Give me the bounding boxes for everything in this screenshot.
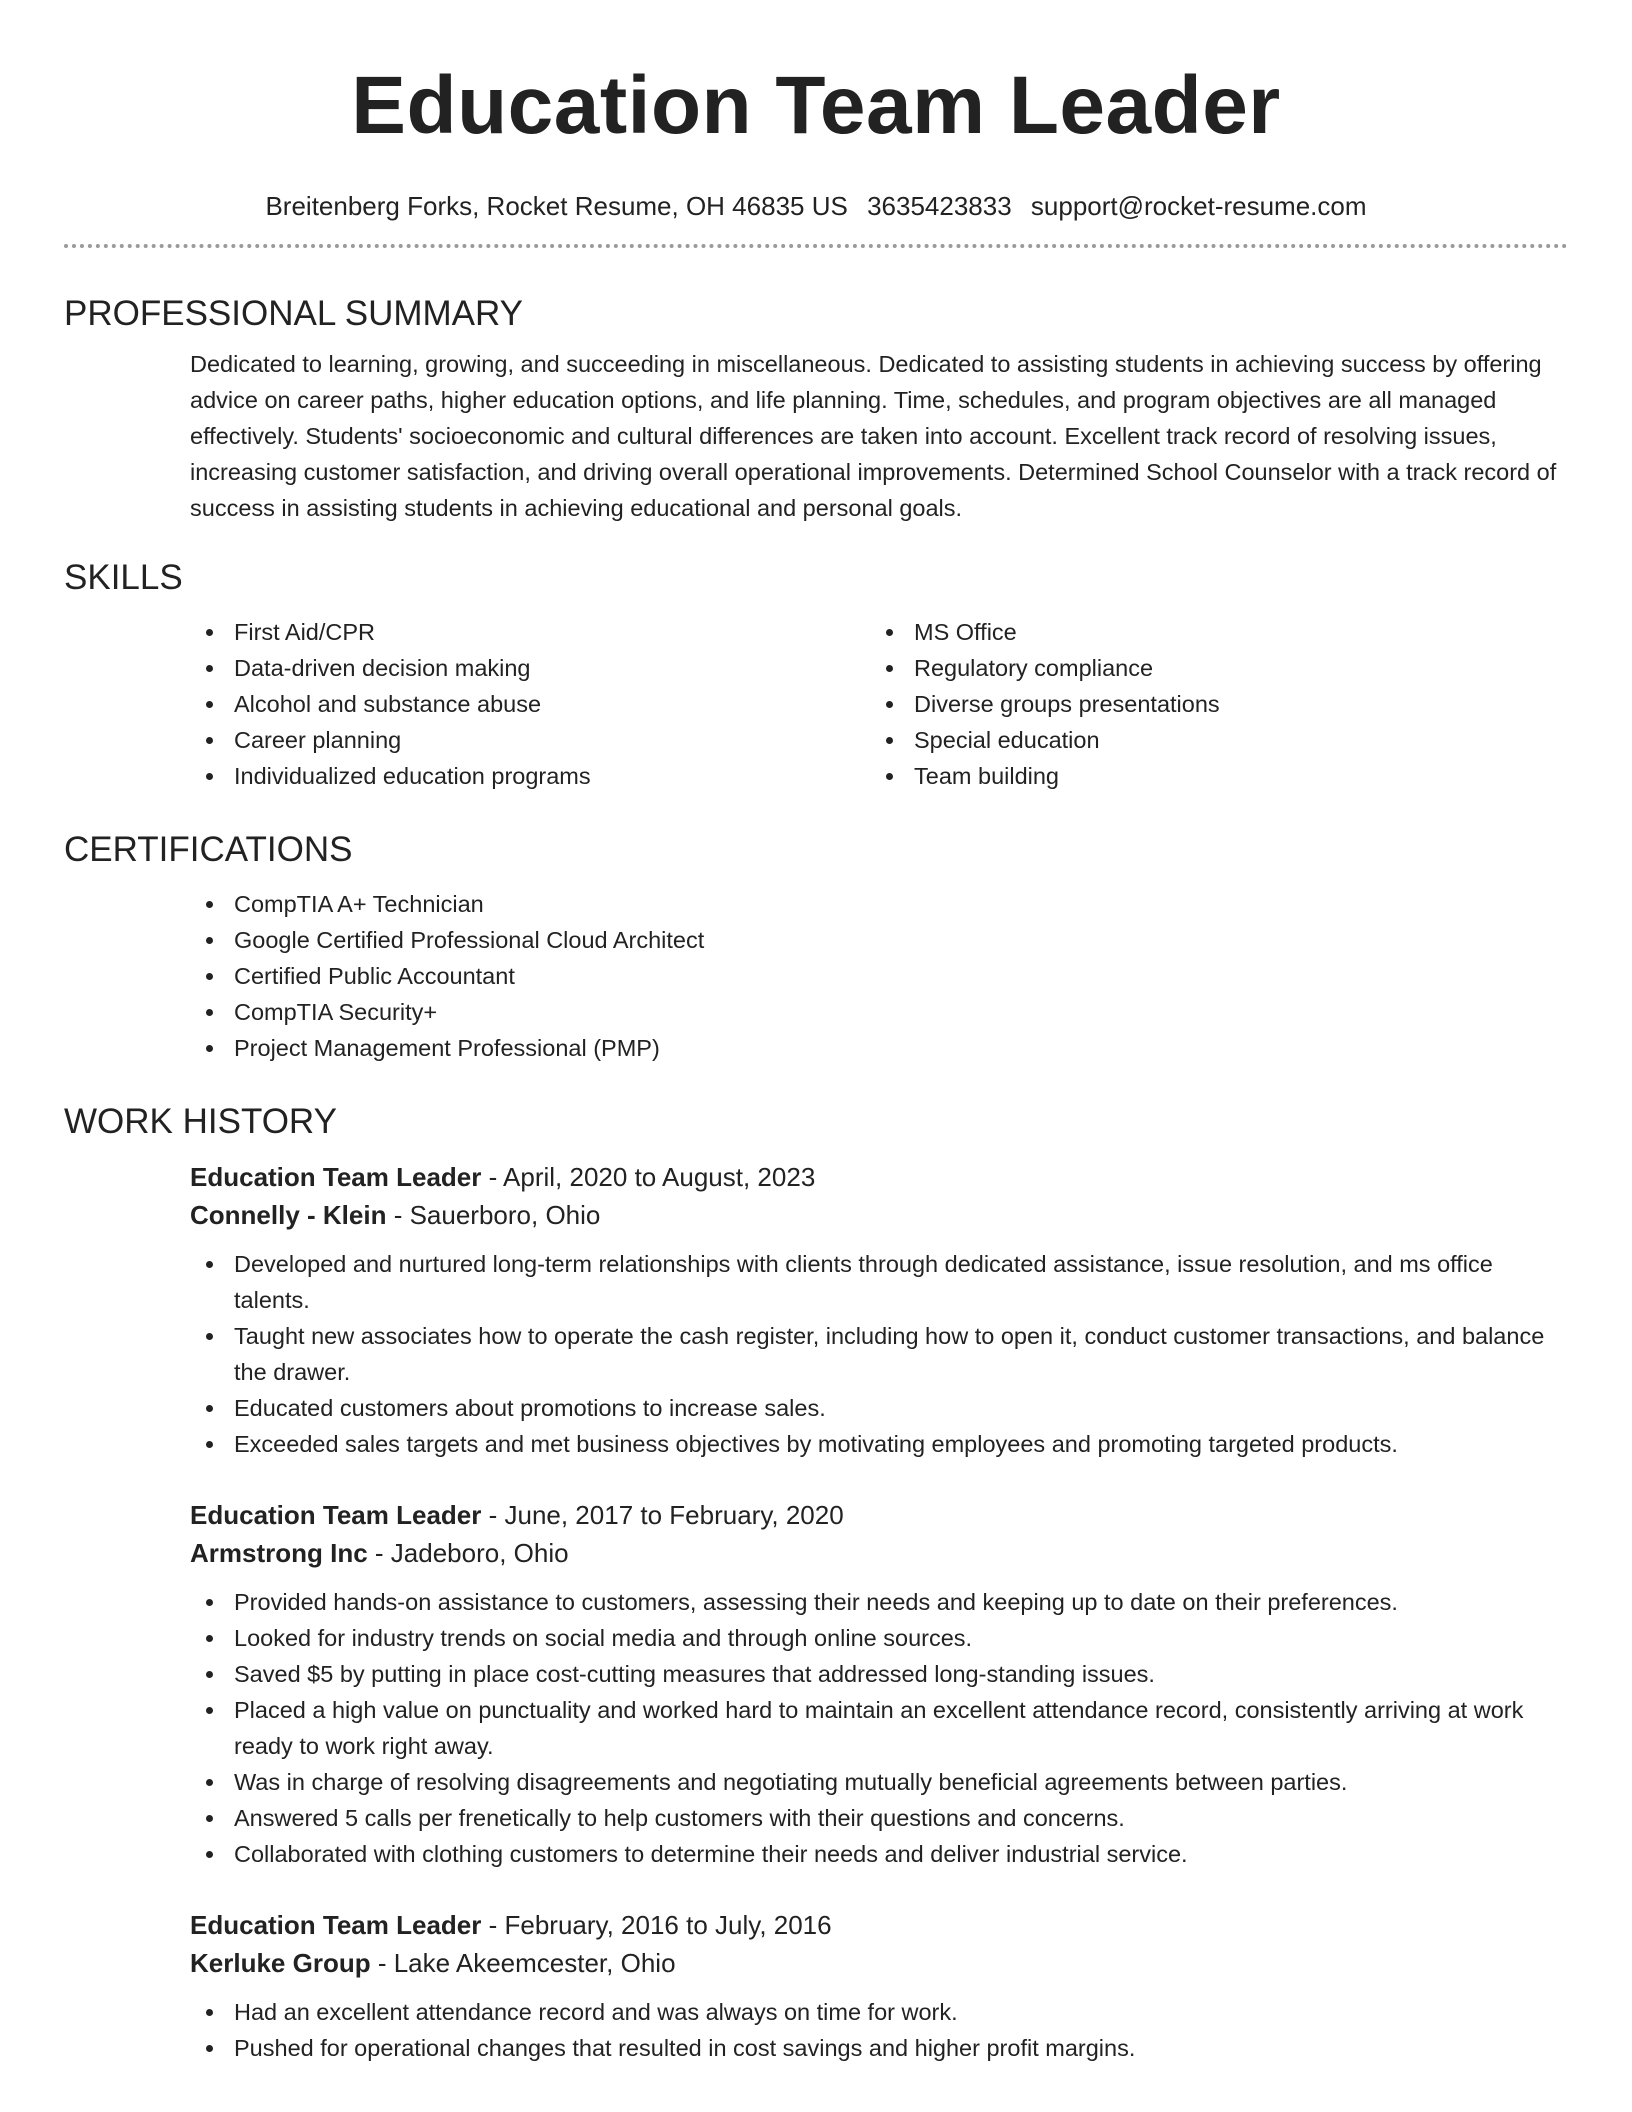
job-bullet: Exceeded sales targets and met business objectives by motivating employees and promoting targeted products.: [190, 1426, 1568, 1462]
resume-name: Education Team Leader: [351, 60, 1281, 151]
skill-item: Individualized education programs: [190, 758, 870, 794]
job-title-line: [190, 1496, 1568, 1534]
skill-item: Special education: [870, 722, 1550, 758]
contact-address: Breitenberg Forks, Rocket Resume, OH 46835 US: [265, 191, 848, 221]
job-company: Armstrong Inc: [190, 1538, 368, 1568]
certification-item: Google Certified Professional Cloud Architect: [190, 922, 1568, 958]
job-location: - Sauerboro, Ohio: [386, 1200, 601, 1230]
job-dates: - June, 2017 to February, 2020: [481, 1500, 844, 1530]
contact-phone: 3635423833: [867, 191, 1012, 221]
skills-list-left: [190, 614, 870, 794]
job-title-line: [190, 1906, 1568, 1944]
skill-item: Regulatory compliance: [870, 650, 1550, 686]
job-location: - Lake Akeemcester, Ohio: [370, 1948, 676, 1978]
certifications-heading: CERTIFICATIONS: [64, 830, 353, 869]
job-bullet: Had an excellent attendance record and was always on time for work.: [190, 1994, 1568, 2030]
skill-item: Career planning: [190, 722, 870, 758]
contact-line: [64, 190, 1568, 222]
certifications-body: [64, 886, 1568, 1066]
job-bullet-list: [190, 1584, 1568, 1872]
job-company-line: [190, 1944, 1568, 1982]
certification-item: CompTIA A+ Technician: [190, 886, 1568, 922]
certification-item: CompTIA Security+: [190, 994, 1568, 1030]
skills-grid: [64, 614, 1568, 794]
summary-text: Dedicated to learning, growing, and succeeding in miscellaneous. Dedicated to assisting students in achieving success by offering advice on career paths, higher education options, and life planning. Time, schedules, and program objectives are all managed effectively. Students' socioeconomic and cultural differences are taken into account. Excellent track record of resolving issues, increasing customer satisfaction, and driving overall operational improvements. Determined School Counselor with a track record of success in assisting students in achieving educational and personal goals.: [190, 351, 1557, 521]
skill-item: Data-driven decision making: [190, 650, 870, 686]
job-title-line: [190, 1158, 1568, 1196]
header-divider: [64, 244, 1568, 248]
skill-item: Team building: [870, 758, 1550, 794]
skill-item: Diverse groups presentations: [870, 686, 1550, 722]
job-company: Connelly - Klein: [190, 1200, 387, 1230]
summary-heading: PROFESSIONAL SUMMARY: [64, 294, 523, 333]
job-bullet: Placed a high value on punctuality and worked hard to maintain an excellent attendance record, consistently arriving at work ready to work right away.: [190, 1692, 1568, 1764]
job-bullet: Looked for industry trends on social media and through online sources.: [190, 1620, 1568, 1656]
job-entry: [64, 1496, 1568, 1872]
job-bullet: Educated customers about promotions to increase sales.: [190, 1390, 1568, 1426]
job-bullet: Developed and nurtured long-term relationships with clients through dedicated assistance, issue resolution, and ms office talents.: [190, 1246, 1568, 1318]
job-role: Education Team Leader: [190, 1910, 482, 1940]
skill-item: Alcohol and substance abuse: [190, 686, 870, 722]
job-bullet: Pushed for operational changes that resulted in cost savings and higher profit margins.: [190, 2030, 1568, 2066]
skill-item: MS Office: [870, 614, 1550, 650]
certification-item: Project Management Professional (PMP): [190, 1030, 1568, 1066]
contact-email: support@rocket-resume.com: [1030, 191, 1367, 221]
job-company: Kerluke Group: [190, 1948, 371, 1978]
job-dates: - February, 2016 to July, 2016: [481, 1910, 832, 1940]
skills-heading: SKILLS: [64, 558, 183, 597]
job-role: Education Team Leader: [190, 1162, 482, 1192]
job-role: Education Team Leader: [190, 1500, 482, 1530]
certification-item: Certified Public Accountant: [190, 958, 1568, 994]
skills-list-right: [870, 614, 1550, 794]
job-company-line: [190, 1196, 1568, 1234]
job-dates: - April, 2020 to August, 2023: [481, 1162, 816, 1192]
job-entry: [64, 1158, 1568, 1462]
job-bullet: Saved $5 by putting in place cost-cutting measures that addressed long-standing issues.: [190, 1656, 1568, 1692]
skill-item: First Aid/CPR: [190, 614, 870, 650]
job-bullet: Taught new associates how to operate the cash register, including how to open it, conduct customer transactions, and balance the drawer.: [190, 1318, 1568, 1390]
job-entry: [64, 1906, 1568, 2066]
job-bullet-list: [190, 1994, 1568, 2066]
certifications-list: [190, 886, 1568, 1066]
work-history-heading: WORK HISTORY: [64, 1102, 337, 1141]
job-bullet: Was in charge of resolving disagreements and negotiating mutually beneficial agreements between parties.: [190, 1764, 1568, 1800]
job-bullet: Collaborated with clothing customers to determine their needs and deliver industrial service.: [190, 1836, 1568, 1872]
job-company-line: [190, 1534, 1568, 1572]
job-bullet-list: [190, 1246, 1568, 1462]
job-bullet: Provided hands-on assistance to customers, assessing their needs and keeping up to date on their preferences.: [190, 1584, 1568, 1620]
job-location: - Jadeboro, Ohio: [367, 1538, 569, 1568]
job-bullet: Answered 5 calls per frenetically to help customers with their questions and concerns.: [190, 1800, 1568, 1836]
